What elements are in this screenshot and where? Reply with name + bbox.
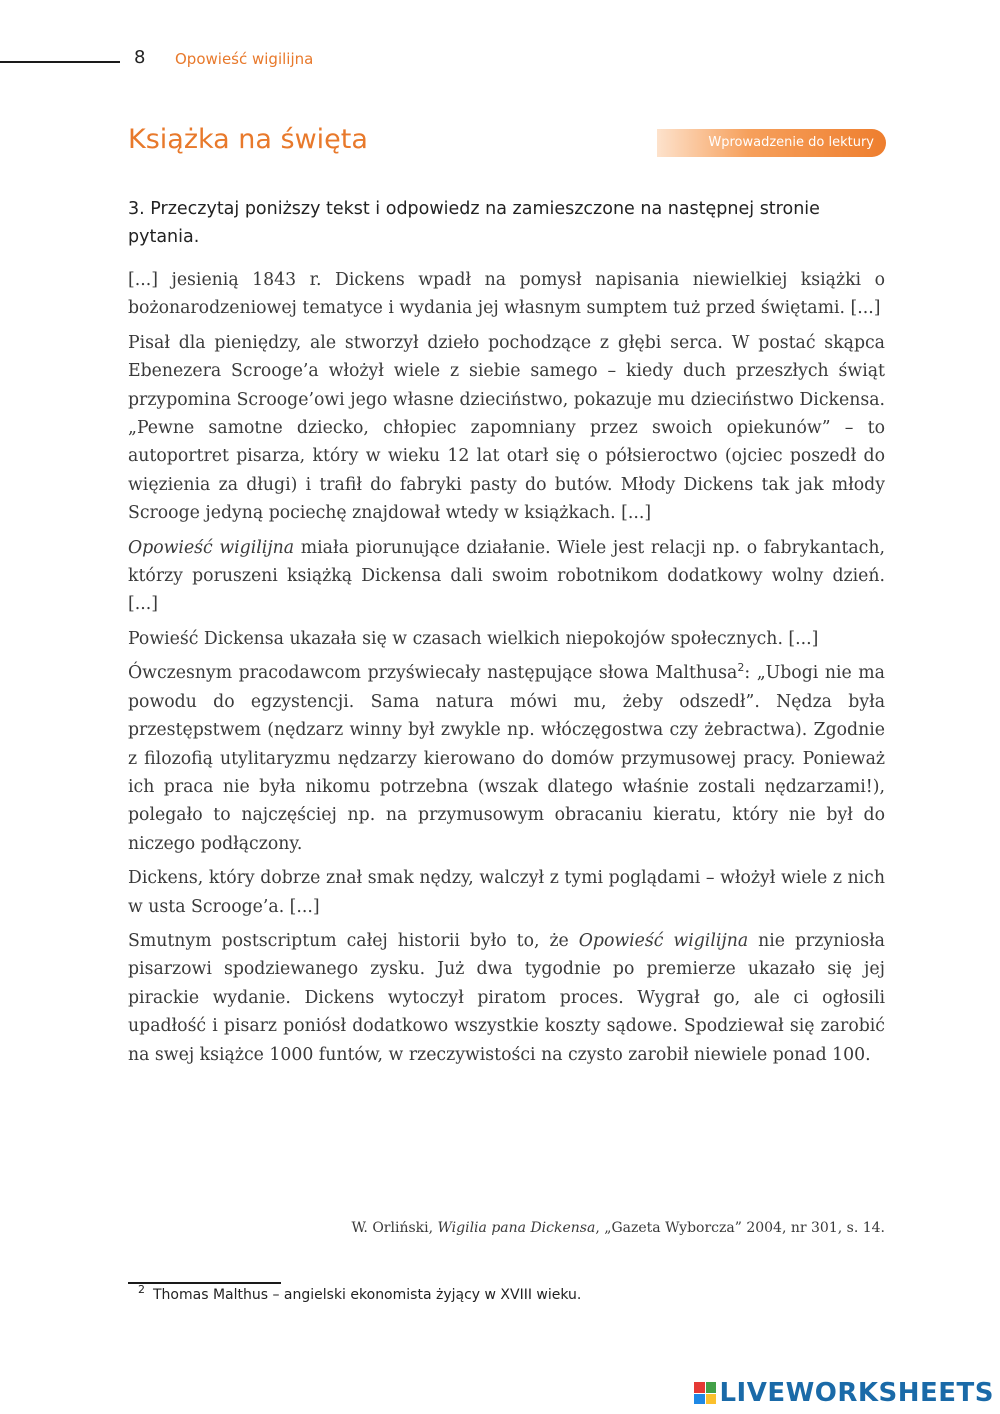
footnote-reference: 2 bbox=[737, 661, 745, 675]
paragraph-7-text: nie przyniosła pisarzowi spodziewanego zysku. Już dwa tygodnie po premierze ukazało się jej pirackie wydanie. Dickens wytoczył piratom proces. Wygrał go, ale ci ogłosili upadłość i pisarz poniósł dodatkowo wszystkie koszty sądowe. Spodziewał się zarobić na swej książce 1000 funtów, w rzeczywistości na czysto zarobił niewiele ponad 100. bbox=[128, 930, 885, 1065]
paragraph-5 bbox=[128, 659, 885, 858]
running-title: Opowieść wigilijna bbox=[175, 50, 314, 68]
paragraph-3 bbox=[128, 534, 885, 619]
paragraph-2: Pisał dla pieniędzy, ale stworzył dzieło pochodzące z głębi serca. W postać skąpca Ebenezera Scrooge’a włożył wiele z siebie samego – kiedy duch przeszłych świąt przypomina Scrooge’owi jego własne dzieciństwo, pokazuje mu dzieciństwo Dickensa. „Pewne samotne dziecko, chłopiec zapomniany przez swoich opiekunów” – to autoportret pisarza, który w wieku 12 lat otarł się o półsieroctwo (ojciec poszedł do więzienia za długi) i trafił do fabryki pasty do butów. Młody Dickens tak jak młody Scrooge jedyną pociechę znajdował wtedy w książkach. [...] bbox=[128, 332, 885, 524]
paragraph-4: Powieść Dickensa ukazała się w czasach wielkich niepokojów społecznych. [...] bbox=[128, 628, 819, 649]
paragraph-5-text: : „Ubogi nie ma powodu do egzystencji. Sama natura mówi mu, żeby odszedł”. Nędza była przestępstwem (nędzarz winny był zwykle np. włóczęgostwa czy żebractwa). Zgodnie z filozofią utylitaryzmu nędzarzy kierowano do domów przymusowej pracy. Ponieważ ich praca nie była nikomu potrzebna (wszak dlatego właśnie zostali nędzarzami!), polegało to najczęściej np. na przymusowym obracaniu kieratu, który nie był do niczego podłączony. bbox=[128, 663, 885, 854]
source-title: Wigilia pana Dickensa bbox=[437, 1220, 596, 1236]
footnote bbox=[138, 1283, 582, 1303]
intro-tab: Wprowadzenie do lektury bbox=[657, 129, 886, 157]
source-details: , „Gazeta Wyborcza” 2004, nr 301, s. 14. bbox=[595, 1220, 885, 1236]
paragraph-7-start: Smutnym postscriptum całej historii było to, że bbox=[128, 930, 579, 951]
logo-square bbox=[694, 1382, 705, 1393]
footnote-text: Thomas Malthus – angielski ekonomista żyjący w XVIII wieku. bbox=[153, 1287, 582, 1303]
logo-square bbox=[694, 1394, 705, 1405]
book-title: Opowieść wigilijna bbox=[128, 537, 295, 558]
paragraph-7 bbox=[128, 927, 885, 1069]
liveworksheets-watermark bbox=[694, 1378, 994, 1408]
header-rule bbox=[0, 61, 120, 63]
page-number: 8 bbox=[134, 47, 146, 68]
footnote-mark: 2 bbox=[138, 1283, 145, 1297]
logo-square bbox=[706, 1382, 717, 1393]
paragraph-5-start: Ówczesnym pracodawcom przyświecały następujące słowa Malthusa bbox=[128, 663, 738, 684]
book-title: Opowieść wigilijna bbox=[578, 930, 749, 951]
section-title: Książka na święta bbox=[128, 124, 368, 155]
paragraph-6: Dickens, który dobrze znał smak nędzy, walczył z tymi poglądami – włożył wiele z nich w usta Scrooge’a. [...] bbox=[128, 868, 885, 917]
source-author: W. Orliński, bbox=[351, 1220, 438, 1236]
watermark-text: LIVEWORKSHEETS bbox=[719, 1378, 994, 1408]
article-text bbox=[128, 266, 885, 1075]
liveworksheets-logo-icon bbox=[694, 1382, 716, 1404]
footnote-rule bbox=[128, 1282, 281, 1284]
task-instruction: 3. Przeczytaj poniższy tekst i odpowiedz na zamieszczone na następnej stronie pytania. bbox=[128, 199, 820, 247]
paragraph-3-text: miała piorunujące działanie. Wiele jest relacji np. o fabrykantach, którzy poruszeni książką Dickensa dali swoim robotnikom dodatkowy wolny dzień. [...] bbox=[128, 537, 885, 615]
logo-square bbox=[706, 1394, 717, 1405]
paragraph-1: [...] jesienią 1843 r. Dickens wpadł na pomysł napisania niewielkiej książki o bożonarodzeniowej tematyce i wydania jej własnym sumptem tuż przed świętami. [...] bbox=[128, 270, 885, 319]
source-citation bbox=[128, 1220, 885, 1236]
